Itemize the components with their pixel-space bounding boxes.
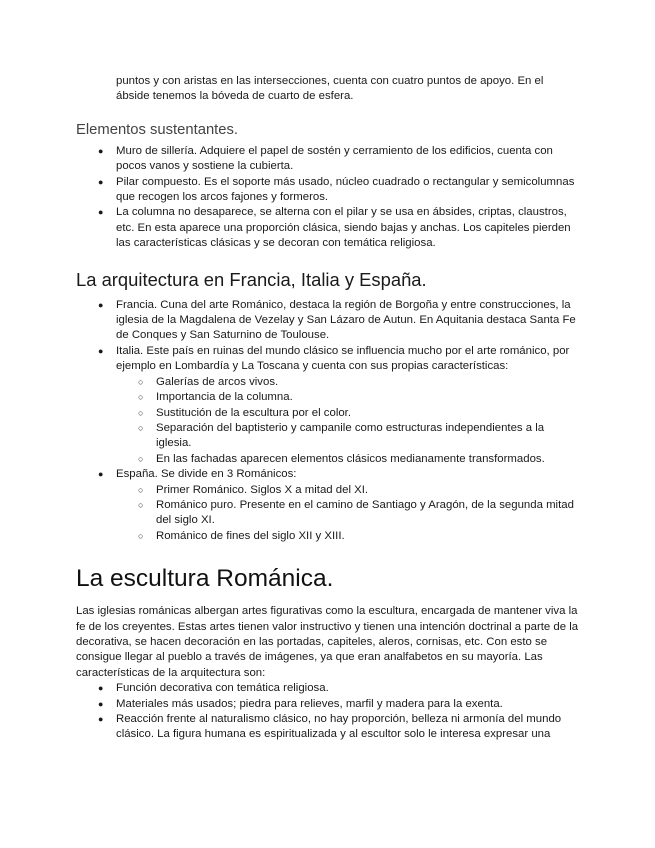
escultura-list [94, 681, 580, 743]
bullet-icon: ● [98, 176, 104, 187]
sublist-item [134, 406, 580, 421]
bullet-icon: ● [98, 207, 104, 218]
list-item [94, 697, 580, 712]
list-item-espana [94, 467, 580, 544]
escultura-paragraph: Las iglesias románicas albergan artes figurativas como la escultura, encargada de mantener viva la fe de los creyentes. Estas artes tienen valor instructivo y tienen una intención doctrinal a parte de la decorativa, se hacen decoración en las portadas, capiteles, aleros, cornisas, etc. Con esto se consigue llegar al pueblo a través de imágenes, ya que eran analfabetos en su mayoría. Las características de la arquitectura son: [76, 605, 579, 679]
list-item [94, 712, 580, 743]
list-item-text: Reacción frente al naturalismo clásico, no hay proporción, belleza ni armonía del mundo clásico. La figura humana es espiritualizada y al escultor solo le interesa expresar una [116, 713, 562, 741]
sublist-item-text: Galerías de arcos vivos. [156, 375, 279, 388]
bullet-icon: ● [98, 345, 104, 356]
sublist-item [134, 529, 580, 544]
intro-paragraph: puntos y con aristas en las intersecciones, cuenta con cuatro puntos de apoyo. En el ábside tenemos la bóveda de cuarto de esfera. [116, 75, 544, 103]
sublist-item [134, 421, 580, 452]
italia-sublist [134, 375, 580, 467]
bullet-icon: ● [98, 469, 104, 480]
list-item-text: Función decorativa con temática religiosa. [116, 682, 329, 695]
list-item [94, 144, 580, 175]
arquitectura-list [94, 298, 580, 545]
list-item-text: Muro de sillería. Adquiere el papel de sostén y cerramiento de los edificios, cuenta con pocos vanos y sostiene la cubierta. [116, 144, 553, 173]
elementos-list [94, 144, 580, 252]
bullet-icon: ● [98, 299, 104, 310]
list-item [94, 175, 580, 206]
heading-elementos-sustentantes: Elementos sustentantes. [76, 121, 239, 138]
sublist-item-text: Primer Románico. Siglos X a mitad del XI. [156, 483, 369, 496]
hollow-bullet-icon: ○ [138, 392, 144, 403]
sublist-item-text: Separación del baptisterio y campanile como estructuras independientes a la iglesia. [156, 421, 545, 450]
list-item [94, 681, 580, 696]
sublist-item [134, 390, 580, 405]
sublist-item-text: Románico de fines del siglo XII y XIII. [156, 529, 345, 542]
list-item-text: La columna no desaparece, se alterna con el pilar y se usa en ábsides, criptas, claustros, etc. En esta aparece una proporción clásica, siendo bajas y anchas. Los capiteles pierden las características clásicas y se decoran con temática religiosa. [116, 206, 571, 250]
bullet-icon: ● [98, 145, 104, 156]
sublist-item [134, 452, 580, 467]
hollow-bullet-icon: ○ [138, 453, 144, 464]
hollow-bullet-icon: ○ [138, 422, 144, 433]
bullet-icon: ● [98, 683, 104, 694]
sublist-item-text: En las fachadas aparecen elementos clásicos medianamente transformados. [156, 452, 545, 465]
heading-arquitectura: La arquitectura en Francia, Italia y España. [76, 268, 427, 290]
hollow-bullet-icon: ○ [138, 499, 144, 510]
document-content [76, 74, 580, 743]
hollow-bullet-icon: ○ [138, 407, 144, 418]
sublist-item [134, 483, 580, 498]
bullet-icon: ● [98, 698, 104, 709]
list-item [94, 205, 580, 251]
list-item-text: España. Se divide en 3 Románicos: [116, 468, 297, 481]
list-item-francia [94, 298, 580, 344]
hollow-bullet-icon: ○ [138, 376, 144, 387]
sublist-item-text: Románico puro. Presente en el camino de Santiago y Aragón, de la segunda mitad del siglo XI. [156, 498, 574, 527]
sublist-item-text: Importancia de la columna. [156, 391, 293, 404]
list-item-text: Francia. Cuna del arte Románico, destaca la región de Borgoña y entre construcciones, la iglesia de la Magdalena de Vezelay y San Lázaro de Autun. En Aquitania destaca Santa Fe de Conques y San Saturnino de Toulouse. [116, 298, 576, 342]
espana-sublist [134, 483, 580, 545]
list-item-text: Materiales más usados; piedra para relieves, marfil y madera para la exenta. [116, 697, 503, 710]
heading-escultura: La escultura Románica. [76, 565, 334, 593]
sublist-item [134, 498, 580, 529]
list-item-text: Pilar compuesto. Es el soporte más usado, núcleo cuadrado o rectangular y semicolumnas que recogen los arcos fajones y formeros. [116, 175, 575, 204]
sublist-item-text: Sustitución de la escultura por el color. [156, 406, 352, 419]
hollow-bullet-icon: ○ [138, 484, 144, 495]
bullet-icon: ● [98, 714, 104, 724]
list-item-text: Italia. Este país en ruinas del mundo clásico se influencia mucho por el arte románico, por ejemplo en Lombardía y La Toscana y cuenta con sus propias características: [116, 344, 570, 373]
hollow-bullet-icon: ○ [138, 530, 144, 541]
sublist-item [134, 375, 580, 390]
list-item-italia [94, 344, 580, 467]
